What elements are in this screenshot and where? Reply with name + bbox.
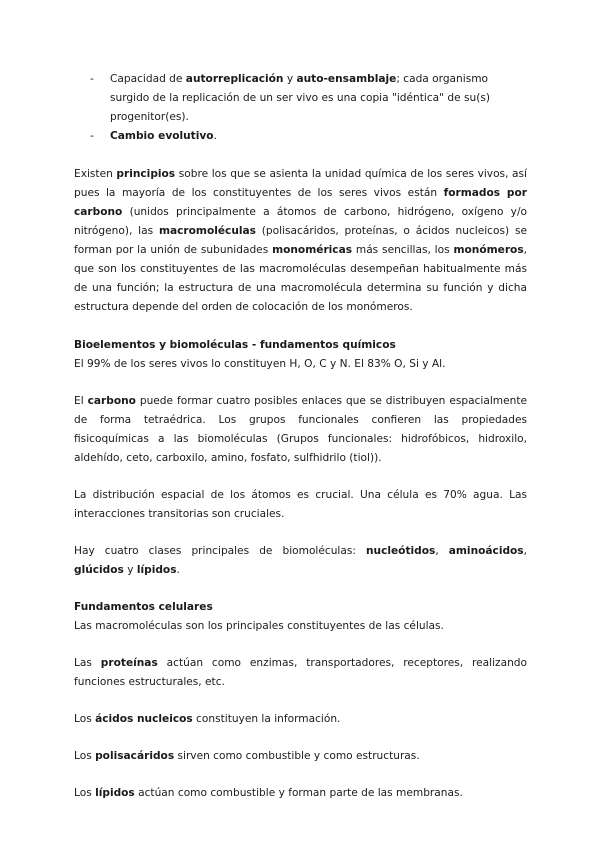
bold-term: nucleótidos — [366, 545, 436, 557]
bold-term: monómeros — [453, 244, 524, 256]
feature-list — [74, 70, 527, 146]
list-item: - Capacidad de autorreplicación y auto-ensamblaje; cada organismo surgido de la replicación de un ser vivo es una copia "idéntica" de su(s) progenitor(es). — [74, 70, 527, 127]
paragraph-carbono: El carbono puede formar cuatro posibles enlaces que se distribuyen espacialmente de forma tetraédrica. Los grupos funcionales confieren las propiedades fisicoquímicas a las biomoléculas (Grupos funcionales: hidrofóbicos, hidroxilo, aldehído, ceto, carboxilo, amino, fosfato, sulfhidrilo (tiol)). — [74, 395, 527, 464]
paragraph-polisacaridos: Los polisacáridos sirven como combustible y como estructuras. — [74, 750, 420, 762]
paragraph-proteinas: Las proteínas actúan como enzimas, transportadores, receptores, realizando funciones estructurales, etc. — [74, 657, 528, 688]
paragraph-acidos-nucleicos: Los ácidos nucleicos constituyen la información. — [74, 713, 341, 725]
bold-term: Cambio evolutivo — [110, 130, 214, 142]
bold-term: macromoléculas — [158, 225, 256, 237]
bold-term: carbono — [87, 395, 136, 407]
paragraph-macromoleculas: Las macromoléculas son los principales constituyentes de las células. — [74, 620, 444, 632]
paragraph-principios: Existen principios sobre los que se asienta la unidad química de los seres vivos, así pues la mayoría de los constituyentes de los seres vivos están formados por carbono (unidos principalmente a átomos de carbono, hidrógeno, oxígeno y/o nitrógeno), las macromoléculas (polisacáridos, proteínas, o ácidos nucleicos) se forman por la unión de subunidades monoméricas más sencillas, los monómeros, que son los constituyentes de las macromoléculas desempeñan habitualmente más de una función; la estructura de una macromolécula determina su función y dicha estructura depende del orden de colocación de los monómeros. — [74, 168, 528, 313]
dash-bullet: - — [90, 130, 94, 142]
bold-term: proteínas — [100, 657, 158, 669]
section-heading-celulares: Fundamentos celulares — [74, 601, 213, 613]
bold-term: principios — [116, 168, 176, 180]
section-heading-bioelementos: Bioelementos y biomoléculas - fundamentos químicos — [74, 339, 396, 351]
bold-term: glúcidos — [74, 564, 124, 576]
paragraph-clases: Hay cuatro clases principales de biomoléculas: nucleótidos, aminoácidos, glúcidos y lípidos. — [74, 545, 527, 576]
bold-term: formados por carbono — [74, 187, 527, 218]
bold-term: lípidos — [95, 787, 135, 799]
paragraph-99: El 99% de los seres vivos lo constituyen H, O, C y N. El 83% O, Si y Al. — [74, 358, 446, 370]
list-item: - Cambio evolutivo. — [74, 127, 527, 146]
page-content — [74, 70, 527, 803]
bold-term: auto-ensamblaje — [296, 73, 397, 85]
bold-term: monoméricas — [272, 244, 353, 256]
bold-term: polisacáridos — [95, 750, 175, 762]
dash-bullet: - — [90, 73, 94, 85]
bold-term: ácidos nucleicos — [95, 713, 193, 725]
bold-term: aminoácidos — [448, 545, 524, 557]
paragraph-lipidos: Los lípidos actúan como combustible y forman parte de las membranas. — [74, 787, 463, 799]
paragraph-distribucion: La distribución espacial de los átomos es crucial. Una célula es 70% agua. Las interacciones transitorias son cruciales. — [74, 489, 527, 520]
bold-term: autorreplicación — [185, 73, 284, 85]
bold-term: lípidos — [136, 564, 177, 576]
